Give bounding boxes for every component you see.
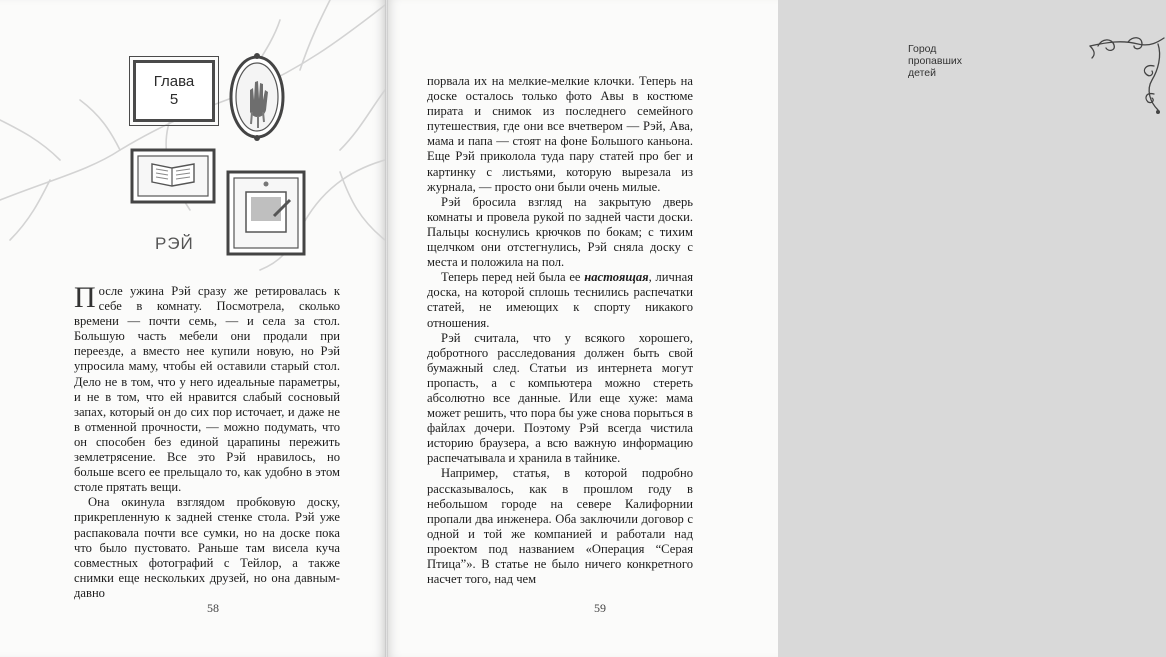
photo-icon (226, 170, 306, 256)
paragraph: порвала их на мелкие-мелкие клочки. Теперь на доске осталось только фото Авы в костюме пирата и снимок из последнего семейного путешествия, где они все вчетвером — Рэй, Ава, мама и папа — стоят на фоне Большого каньона. Еще Рэй приколола туда пару статей про бег и картинку с листьями, которую вырезала из журнала, — просто они были очень милые. (427, 74, 693, 194)
paragraph: Рэй бросила взгляд на закрытую дверь комнаты и провела рукой по задней части доски. Пальцы коснулись крючков по бокам; с тихим щелчком они отстегнулись, Рэй сняла доску с места и положила на пол. (427, 194, 693, 270)
book-icon (130, 148, 216, 204)
drop-cap: П (74, 281, 96, 314)
hand-icon (228, 52, 286, 142)
character-name: РЭЙ (155, 234, 194, 253)
paragraph (74, 281, 340, 495)
running-head: Город пропавших детей (908, 43, 963, 79)
paragraph-text: осле ужина Рэй сразу же ретировалась к себе в комнату. Посмотрела, сколько времени — почти семь, — и села за стол. Большую часть мебели они продали при переезде, а вместо нее купили новую, но Рэй упросила маму, чтобы ей оставили старый стол. Дело не в том, что у него идеальные параметры, и не в том, что ей нравится слабый сосновый запах, который он до сих пор источает, и даже не в отменной прочности, — можно подумать, что он способен без единой царапины пережить землетрясение. Все это Рэй нравилось, но больше всего ее прельщало то, как удобно в этом столе прятать вещи. (74, 284, 340, 495)
page-number-left: 58 (207, 601, 219, 615)
paragraph (427, 270, 693, 330)
right-page-text (427, 74, 693, 587)
flourish-ornament-icon (1088, 36, 1166, 116)
left-page-text (74, 281, 340, 601)
emphasized-word: настоящая (584, 270, 649, 285)
chapter-heading-frame (133, 60, 215, 122)
chapter-frames-illustration (0, 0, 385, 270)
chapter-label: Глава (153, 73, 195, 90)
paragraph-text: , личная доска, на которой сплошь теснились распечатки статей, не имеющих к спорту никакого отношения. (427, 270, 693, 330)
paragraph: Например, статья, в которой подробно рассказывалось, как в прошлом году в небольшом городе на севере Калифорнии пропали два инженера. Оба заключили договор с одной и той же компанией и работали над проектом под названием «Операция “Серая Птица”». В статье не было ничего конкретного насчет того, над чем (427, 466, 693, 587)
chapter-number: 5 (169, 91, 179, 108)
left-page (0, 0, 385, 657)
page-number-right: 59 (594, 601, 606, 615)
paragraph: Она окинула взглядом пробковую доску, прикрепленную к задней стенке стола. Рэй уже распаковала почти все сумки, но на доске пока что было пустовато. Раньше там висела куча совместных фотографий с Тейлор, а также снимки еще нескольких друзей, но она давным-давно (74, 495, 340, 600)
paragraph: Рэй считала, что у всякого хорошего, добротного расследования должен быть свой бумажный след. Статьи из интернета могут пропасть, а с компьютера можно стереть абсолютно все данные. Или еще хуже: мама может решить, что пора бы уже снова порыться в файлах дочери. Поэтому Рэй всегда чистила историю браузера, а всю важную информацию распечатывала и хранила в тайнике. (427, 330, 693, 466)
paragraph-text: Теперь перед ней была ее (441, 270, 585, 285)
right-page (388, 0, 963, 657)
